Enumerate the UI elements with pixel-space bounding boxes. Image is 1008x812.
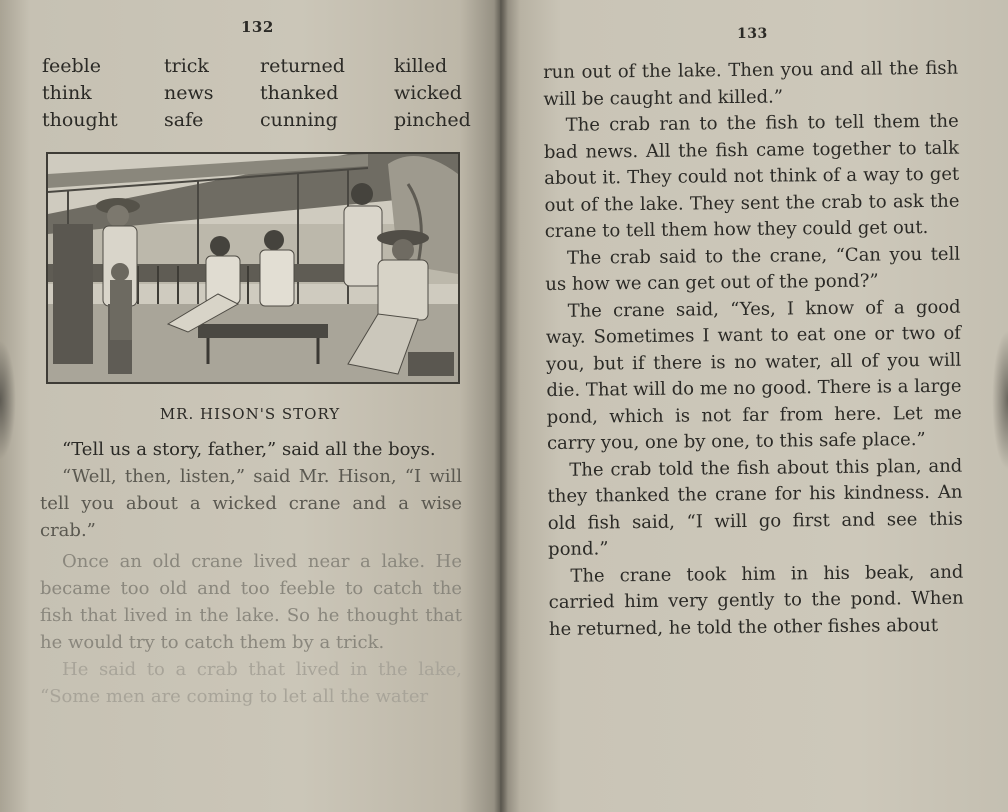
book-gutter (494, 0, 508, 812)
left-page-text (40, 436, 462, 710)
vocab-word: thought (42, 109, 118, 131)
left-page-number: 132 (241, 18, 274, 36)
page-edge-shadow (0, 340, 16, 460)
vocab-word: pinched (394, 109, 471, 131)
page-edge-shadow (992, 330, 1008, 470)
vocab-word: feeble (42, 55, 102, 77)
vocab-word: trick (164, 55, 209, 77)
right-page-number: 133 (737, 26, 768, 42)
paragraph: The crane took him in his beak, and carried him very gently to the pond. When he returned, he told the other fishes about (548, 561, 964, 640)
vocabulary-list (42, 54, 472, 133)
illustration-drawing (48, 154, 458, 382)
paragraph: He said to a crab that lived in the lake, “Some men are coming to let all the water (40, 659, 462, 707)
vocab-word: news (164, 82, 214, 104)
paragraph: “Tell us a story, father,” said all the boys. (62, 439, 436, 460)
paragraph: run out of the lake. Then you and all the fish will be caught and killed.” (543, 57, 959, 110)
paragraph: Once an old crane lived near a lake. He became too old and too feeble to catch the fish that lived in the lake. So he thought that he would try to catch them by a trick. (40, 551, 462, 653)
vocab-word: safe (164, 109, 204, 131)
paragraph: The crab told the fish about this plan, and they thanked the crane for his kindness. An old fish said, “I will go first and see this pond.” (547, 455, 963, 560)
story-illustration (46, 152, 460, 384)
paragraph: The crab said to the crane, “Can you tell us how we can get out of the pond?” (545, 243, 961, 295)
paragraph: The crane said, “Yes, I know of a good way. Sometimes I want to eat one or two of you, but if there is no water, all of you will die. That will do me no good. There is a large pond, which is not far from here. Let me carry you, one by one, to this safe place.” (545, 296, 962, 454)
vocab-word: wicked (394, 82, 462, 104)
vocab-word: returned (260, 55, 345, 77)
paragraph: The crab ran to the fish to tell them the bad news. All the fish came together to talk about it. They could not think of a way to get out of the lake. They sent the crab to ask the crane to tell them how they could get out. (543, 110, 960, 242)
left-page (0, 0, 500, 812)
vocab-word: cunning (260, 109, 338, 131)
vocab-word: killed (394, 55, 448, 77)
right-page-text (543, 56, 964, 643)
illustration-caption: MR. HISON'S STORY (159, 405, 341, 423)
vocab-word: thanked (260, 82, 339, 104)
vocab-word: think (42, 82, 92, 104)
paragraph: “Well, then, listen,” said Mr. Hison, “I will tell you about a wicked crane and a wise crab.” (40, 466, 462, 541)
